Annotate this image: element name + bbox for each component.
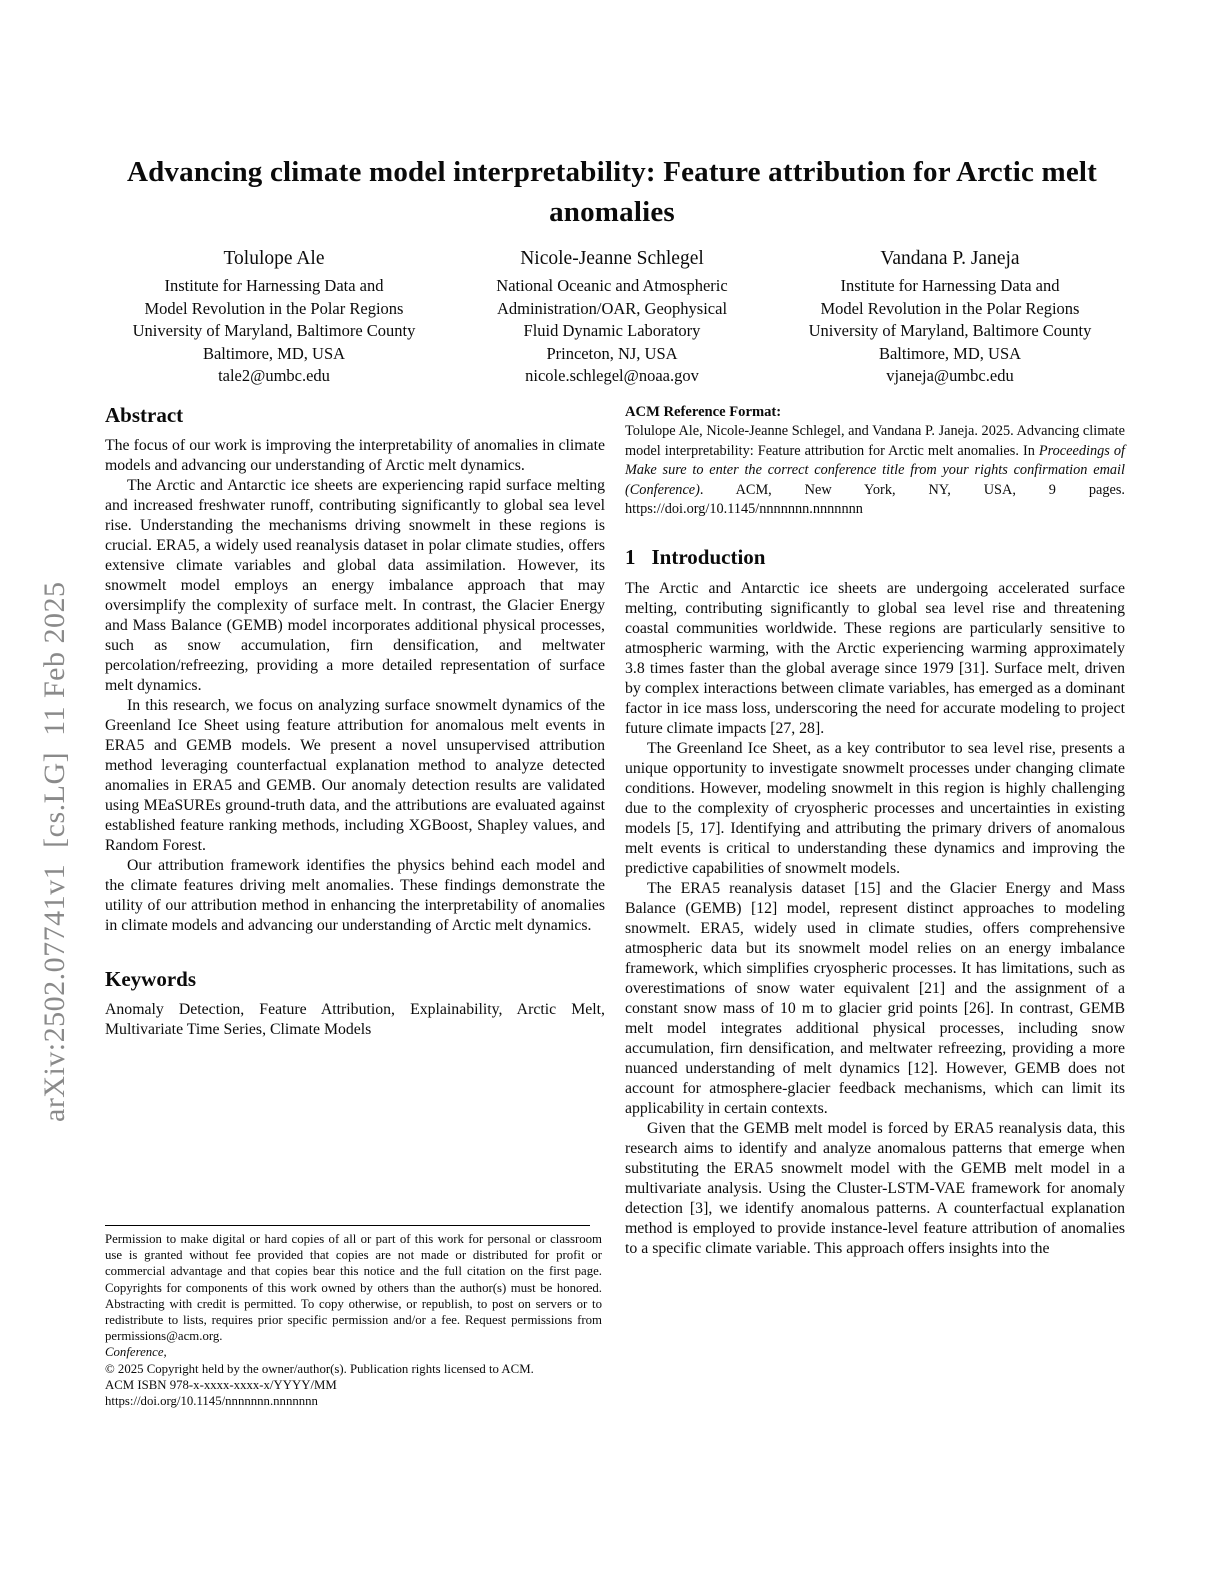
acm-reference-block: [625, 402, 1125, 520]
author-name: Nicole-Jeanne Schlegel: [520, 248, 704, 269]
acm-reference-text: [625, 422, 1125, 520]
acm-reference-text-after: . ACM, New York, NY, USA, 9 pages. https://doi.org/10.1145/nnnnnnn.nnnnnnn: [625, 481, 1125, 517]
affiliation-line: National Oceanic and Atmospheric: [496, 276, 728, 295]
affiliation-line: University of Maryland, Baltimore County: [132, 321, 416, 340]
author-email: nicole.schlegel@noaa.gov: [525, 366, 699, 385]
author-name: Vandana P. Janeja: [880, 248, 1020, 269]
author-1: [105, 246, 443, 388]
author-affiliation: [105, 275, 443, 365]
affiliation-line: Fluid Dynamic Laboratory: [523, 321, 701, 340]
intro-paragraph: The Greenland Ice Sheet, as a key contributor to sea level rise, presents a unique opportunity to investigate snowmelt processes under changing climate conditions. However, modeling snowmelt in this region is highly challenging due to the complexity of cryospheric processes and uncertainties in existing models [5, 17]. Identifying and attributing the primary drivers of anomalous melt events is critical to understanding these dynamics and improving the predictive capabilities of snowmelt models.: [625, 739, 1125, 877]
affiliation-line: Baltimore, MD, USA: [878, 343, 1022, 363]
author-3: [781, 246, 1119, 388]
affiliation-line: Model Revolution in the Polar Regions: [144, 298, 404, 318]
section-title: Introduction: [651, 544, 766, 569]
affiliation-line: Administration/OAR, Geophysical: [496, 298, 728, 318]
intro-paragraph: The Arctic and Antarctic ice sheets are undergoing accelerated surface melting, contributing significantly to global sea level rise and threatening coastal communities worldwide. These regions are particularly sensitive to atmospheric warming, with the Arctic experiencing warming approximately 3.8 times faster than the global average since 1979 [31]. Surface melt, driven by complex interactions between climate variables, has emerged as a dominant factor in ice mass loss, underscoring the need for accurate modeling to project future climate impacts [27, 28].: [625, 579, 1125, 737]
affiliation-line: Institute for Harnessing Data and: [840, 276, 1060, 295]
author-name: Tolulope Ale: [223, 248, 325, 269]
permission-notice: Permission to make digital or hard copies of all or part of this work for personal or classroom use is granted without fee provided that copies are not made or distributed for profit or commercial advantage and that copies bear this notice and the full citation on the first page. Copyrights for components of this work owned by others than the author(s) must be honored. Abstracting with credit is permitted. To copy otherwise, or republish, to post on servers or to redistribute to lists, requires prior specific permission and/or a fee. Request permissions from permissions@acm.org.: [105, 1232, 602, 1344]
abstract-heading: Abstract: [105, 403, 184, 427]
keywords-text: Anomaly Detection, Feature Attribution, Explainability, Arctic Melt, Multivariate Time Series, Climate Models: [105, 1001, 605, 1038]
footnote-rule: [105, 1225, 590, 1226]
right-column: [625, 402, 1125, 1287]
introduction-heading: [625, 544, 1125, 570]
author-email: vjaneja@umbc.edu: [886, 366, 1014, 385]
author-email: tale2@umbc.edu: [218, 366, 330, 385]
keywords-section: [105, 966, 605, 1040]
abstract-paragraph: The focus of our work is improving the interpretability of anomalies in climate models and advancing our understanding of Arctic melt dynamics.: [105, 437, 605, 474]
left-column: [105, 402, 605, 1068]
footnote-block: [105, 1225, 602, 1409]
doi-line: https://doi.org/10.1145/nnnnnnn.nnnnnnn: [105, 1394, 318, 1409]
arxiv-watermark: arXiv:2502.07741v1 [cs.LG] 11 Feb 2025: [38, 581, 71, 1122]
acm-reference-text-before: Tolulope Ale, Nicole-Jeanne Schlegel, and Vandana P. Janeja. 2025. Advancing climate model interpretability: Feature attribution for Arctic melt anomalies. In: [625, 423, 1125, 459]
isbn-line: ACM ISBN 978-x-xxxx-xxxx-x/YYYY/MM: [105, 1377, 337, 1392]
section-number: 1: [625, 544, 636, 569]
copyright-line: © 2025 Copyright held by the owner/author(s). Publication rights licensed to ACM.: [105, 1361, 534, 1376]
acm-reference-heading: ACM Reference Format:: [625, 404, 782, 420]
affiliation-line: Baltimore, MD, USA: [202, 343, 346, 363]
author-2: [443, 246, 781, 388]
intro-paragraph: Given that the GEMB melt model is forced by ERA5 reanalysis data, this research aims to identify and analyze anomalous patterns that emerge when substituting the ERA5 snowmelt model with the GEMB melt model in a multivariate analysis. Using the Cluster-LSTM-VAE framework for anomaly detection [3], we identify anomalous patterns. A counterfactual explanation method is employed to provide instance-level feature attribution of anomalies to a specific climate variable. This approach offers insights into the: [625, 1119, 1125, 1257]
abstract-paragraph: Our attribution framework identifies the physics behind each model and the climate features driving melt anomalies. These findings demonstrate the utility of our attribution method in enhancing the interpretability of anomalies in climate models and advancing our understanding of Arctic melt dynamics.: [105, 857, 605, 934]
paper-title: Advancing climate model interpretability: Feature attribution for Arctic melt anomalies: [126, 156, 1098, 228]
keywords-heading: Keywords: [105, 967, 196, 991]
affiliation-line: Princeton, NJ, USA: [546, 343, 678, 363]
acm-reference-text-italic: Proceedings of Make sure to enter the correct conference title from your rights confirmation email (Conference): [625, 442, 1125, 498]
authors-row: [105, 246, 1119, 388]
introduction-section: [625, 544, 1125, 1259]
author-affiliation: [443, 275, 781, 365]
abstract-section: [105, 402, 605, 936]
abstract-paragraph: The Arctic and Antarctic ice sheets are experiencing rapid surface melting and increased freshwater runoff, contributing significantly to global sea level rise. Understanding the mechanisms driving snowmelt in these regions is crucial. ERA5, a widely used reanalysis dataset in polar climate studies, offers extensive climate variables and global data assimilation. However, its snowmelt model employs an energy imbalance approach that may oversimplify the complexity of surface melt. In contrast, the Glacier Energy and Mass Balance (GEMB) model incorporates additional physical processes, such as snow accumulation, firn densification, and meltwater percolation/refreezing, providing a more detailed representation of surface melt dynamics.: [105, 477, 605, 694]
intro-paragraph: The ERA5 reanalysis dataset [15] and the Glacier Energy and Mass Balance (GEMB) [12] model, represent distinct approaches to modeling snowmelt. ERA5, widely used in climate studies, offers comprehensive atmospheric data but its snowmelt model relies on an energy imbalance framework, which simplifies cryospheric processes. It has limitations, such as overestimations of snow water equivalent [21] and the assignment of a constant snow mass of 10 m to glacier grid points [26]. In contrast, GEMB melt model integrates additional physical processes, including snow accumulation, firn densification, and meltwater refreezing, providing a more nuanced understanding of melt dynamics [12]. However, GEMB does not account for atmosphere-glacier feedback mechanisms, which can limit its applicability in certain contexts.: [625, 879, 1125, 1117]
title-block: [105, 152, 1119, 232]
affiliation-line: Institute for Harnessing Data and: [164, 276, 384, 295]
affiliation-line: Model Revolution in the Polar Regions: [820, 298, 1080, 318]
affiliation-line: University of Maryland, Baltimore County: [808, 321, 1092, 340]
conference-line: Conference,: [105, 1345, 167, 1360]
abstract-paragraph: In this research, we focus on analyzing surface snowmelt dynamics of the Greenland Ice Sheet using feature attribution for anomalous melt events in ERA5 and GEMB models. We present a novel unsupervised attribution method leveraging counterfactual explanation method to analyze detected anomalies in ERA5 and GEMB. Our anomaly detection results are validated using MEaSUREs ground-truth data, and the attributions are evaluated against established feature ranking methods, including XGBoost, Shapley values, and Random Forest.: [105, 697, 605, 854]
author-affiliation: [781, 275, 1119, 365]
